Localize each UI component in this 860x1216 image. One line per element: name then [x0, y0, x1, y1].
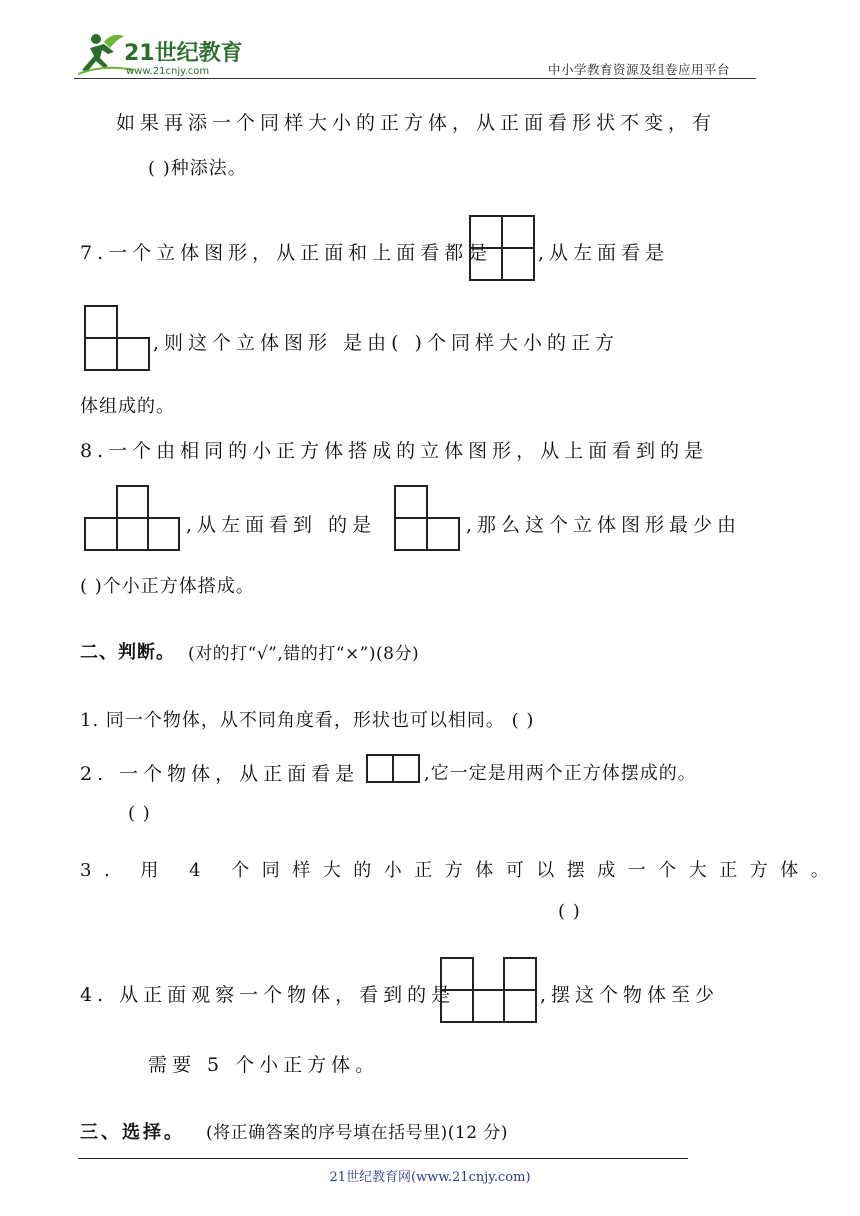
brand-name: 21世纪教育 [124, 41, 243, 66]
q6-line2: ( )种添法。 [148, 158, 247, 179]
footer-divider [78, 1158, 688, 1159]
q7-figure-front-top [469, 215, 535, 281]
judge-item-2-text-a: 2. 一个物体，从正面看是 [80, 763, 360, 785]
judge-item-3: 3. 用 4 个同样大的小正方体可以摆成一个大正方体。 [80, 860, 842, 881]
judge-item-4-text-b: ,摆这个物体至少 [540, 984, 720, 1006]
judge-item-1: 1. 同一个物体，从不同角度看，形状也可以相同。 ( ) [80, 710, 535, 731]
q7-figure-left [84, 305, 150, 371]
judge-item-4-text-a: 4. 从正面观察一个物体，看到的是 [80, 984, 456, 1006]
q7-text-1: 7.一个立体图形，从正面和上面看都是 [80, 242, 493, 264]
header-divider [74, 78, 756, 79]
section-2-title: 二、判断。 [80, 642, 175, 663]
section-3-title: 三、选择。 [80, 1122, 185, 1143]
section-2-note: (对的打“√”,错的打“×”)(8分) [188, 644, 420, 664]
judge-item-2-text-b: ,它一定是用两个正方体摆成的。 [424, 763, 697, 784]
q7-text-2: ,从左面看是 [538, 242, 670, 264]
judge-item-4-figure [440, 957, 538, 1023]
q7-text-3: ,则这个立体图形 是由( )个同样大小的正方 [153, 332, 619, 354]
q8-text-4: ( )个小正方体搭成。 [80, 576, 255, 597]
judge-item-4-text-c: 需要 5 个小正方体。 [148, 1054, 380, 1076]
footer-text: 21世纪教育网(www.21cnjy.com) [329, 1170, 531, 1185]
brand-logo [74, 30, 244, 78]
judge-item-2-paren: ( ) [128, 803, 151, 824]
runner-logo-icon [74, 30, 244, 78]
judge-item-3-paren: ( ) [558, 901, 581, 922]
q8-text-2: ,从左面看到 的是 [186, 514, 377, 536]
section-3-note: (将正确答案的序号填在括号里)(12 分) [206, 1123, 509, 1143]
brand-url: www.21cnjy.com [126, 66, 210, 77]
q8-figure-left [394, 485, 460, 551]
platform-label: 中小学教育资源及组卷应用平台 [548, 62, 731, 77]
q7-text-4: 体组成的。 [80, 396, 175, 417]
q8-text-3: ,那么这个立体图形最少由 [466, 514, 742, 536]
q8-text-1: 8.一个由相同的小正方体搭成的立体图形，从上面看到的是 [80, 440, 709, 462]
q6-line1: 如果再添一个同样大小的正方体，从正面看形状不变，有 [116, 112, 717, 134]
judge-item-2-figure [366, 754, 420, 783]
q8-figure-top [84, 485, 180, 551]
